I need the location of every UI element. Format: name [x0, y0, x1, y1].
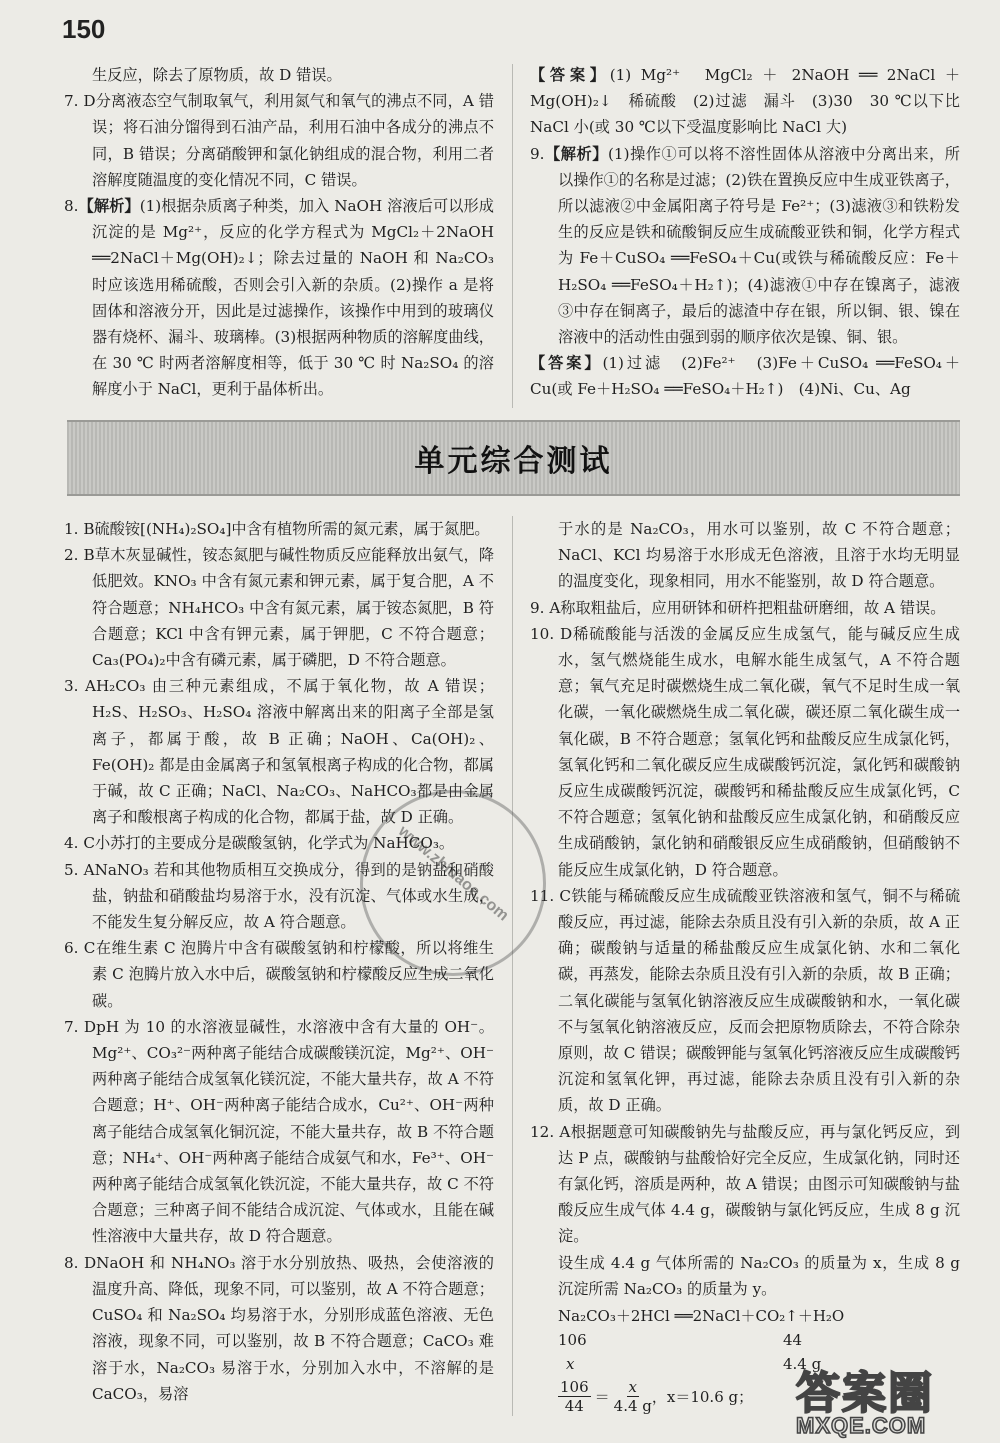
corner-logo: [796, 1357, 986, 1438]
answer-item: [530, 1119, 960, 1250]
item-number: 10. D: [530, 624, 573, 643]
column-divider: [512, 516, 513, 1416]
unknown-left: x: [566, 1355, 575, 1374]
item-number: 8.: [64, 197, 79, 216]
fraction-left: [558, 1378, 591, 1415]
answer-item: [530, 883, 960, 1119]
answer-item: [64, 1250, 494, 1407]
item-text: 小苏打的主要成分是碳酸氢钠，化学式为 NaHCO₃。: [94, 834, 455, 853]
item-number: 9. A: [530, 598, 561, 617]
fraction-numerator: 106: [560, 1378, 589, 1397]
item-text: H₂CO₃ 由三种元素组成，不属于氧化物，故 A 错误；H₂S、H₂SO₃、H₂SO₄ 溶液中解离出来的阳离子全部是氢离子，都属于酸，故 B 正确；NaOH、Ca(OH)₂、Fe(OH)₂ 都是由金属离子和氢氧根离子构成的化合物，都属于碱，故 C 正确；NaCl、Na₂CO₃、NaHCO₃都是由金属离子和酸根离子构成的化合物，都属于盐，故 D 正确。: [92, 677, 494, 827]
logo-url: MXQE.COM: [796, 1413, 927, 1438]
fraction-result: ，x＝10.6 g；: [651, 1387, 754, 1406]
item-text: 硫酸铵[(NH₄)₂SO₄]中含有植物所需的氮元素，属于氮肥。: [94, 520, 490, 538]
answer-item: [64, 516, 494, 542]
item-text: 在维生素 C 泡腾片中含有碳酸氢钠和柠檬酸，所以将维生素 C 泡腾片放入水中后，碳酸氢钠和柠檬酸反应生成二氧化碳。: [92, 939, 494, 1010]
item-text: 铁能与稀硫酸反应生成硫酸亚铁溶液和氢气，铜不与稀硫酸反应，再过滤，能除去杂质且没有引入新的杂质，故 A 正确；碳酸钠与适量的稀盐酸反应生成氯化钠、水和二氧化碳，再蒸发，能除去杂质且没有引入新的杂质，故 B 正确；二氧化碳能与氢氧化钠溶液反应生成碳酸钠和水，一氧化碳不与氢氧化钠溶液反应，反而会把原物质除去，不符合除杂原则，故 C 错误；碳酸钾能与氢氧化钙溶液反应生成碳酸钙沉淀和氢氧化钾，再过滤，能除去杂质且没有引入新的杂质，故 D 正确。: [558, 886, 961, 1115]
solution-setup: 设生成 4.4 g 气体所需的 Na₂CO₃ 的质量为 x，生成 8 g 沉淀所需 Na₂CO₃ 的质量为 y。: [558, 1253, 960, 1298]
column-divider: [512, 64, 513, 408]
item-number: 11. C: [530, 886, 571, 905]
item-number: 3. A: [64, 677, 96, 696]
answer-block-9: [530, 350, 960, 402]
item-text: NaNO₃ 若和其他物质相互交换成分，得到的是钠盐和硝酸盐，钠盐和硝酸盐均易溶于水，没有沉淀、气体或水生成，不能发生复分解反应，故 A 符合题意。: [92, 860, 494, 932]
logo-mark: 答案圈: [796, 1368, 934, 1419]
watermark-text: www.zhidaoe.com: [394, 822, 512, 925]
fraction-numerator: x: [628, 1378, 637, 1397]
item-number: 6. C: [64, 939, 96, 958]
item-text: 分离液态空气制取氧气，利用氮气和氧气的沸点不同，A 错误；将石油分馏得到石油产品，利用石油中各成分的沸点不同，B 错误；分离硝酸钾和氯化钠组成的混合物，利用二者溶解度随温度的变化情况不同，C 错误。: [92, 92, 494, 189]
answer-text: (1)过滤 (2)Fe²⁺ (3)Fe＋CuSO₄ ══FeSO₄＋Cu(或 Fe＋H₂SO₄ ══FeSO₄＋H₂↑) (4)Ni、Cu、Ag: [530, 354, 961, 399]
equation-row-masses: [558, 1328, 960, 1352]
answer-tag: 【答案】: [530, 66, 610, 84]
top-right-column: [530, 62, 960, 403]
chemical-equation: Na₂CO₃＋2HCl ══2NaCl＋CO₂↑＋H₂O: [558, 1307, 845, 1326]
item-number: 7. D: [64, 92, 96, 111]
item-number: 5. A: [64, 860, 95, 879]
fraction-right: [614, 1378, 652, 1415]
section-title: 单元综合测试: [414, 444, 613, 479]
analysis-tag: 【解析】: [544, 144, 608, 163]
item-text: (1)根据杂质离子种类，加入 NaOH 溶液后可以形成沉淀的是 Mg²⁺，反应的化学方程式为 MgCl₂＋2NaOH ══2NaCl＋Mg(OH)₂↓；除去过量的 NaOH 和 Na₂CO₃ 时应该选用稀硫酸，否则会引入新的杂质。(2)操作 a 是将固体和溶液分开，因此是过滤操作，该操作中用到的玻璃仪器有烧杯、漏斗、玻璃棒。(3)根据两种物质的溶解度曲线，在 30 ℃ 时两者溶解度相等，低于 30 ℃ 时 Na₂SO₄ 的溶解度小于 NaCl，更利于晶体析出。: [92, 197, 494, 399]
item-number: 9.: [530, 144, 545, 163]
item-number: 1. B: [64, 520, 95, 538]
item-text: pH 为 10 的水溶液显碱性，水溶液中含有大量的 OH⁻。Mg²⁺、CO₃²⁻两种离子能结合成碳酸镁沉淀，Mg²⁺、OH⁻两种离子能结合成氢氧化镁沉淀，不能大量共存，故 A 不符合题意；H⁺、OH⁻两种离子能结合成水，Cu²⁺、OH⁻两种离子能结合成氢氧化铜沉淀，不能大量共存，故 B 不符合题意；NH₄⁺、OH⁻两种离子能结合成氨气和水，Fe³⁺、OH⁻两种离子能结合成氢氧化铁沉淀，不能大量共存，故 C 不符合题意；三种离子间不能结合成沉淀、气体或水，且能在碱性溶液中大量共存，故 D 符合题意。: [92, 1017, 494, 1246]
continued-text: 于水的是 Na₂CO₃，用水可以鉴别，故 C 不符合题意；NaCl、KCl 均易溶于水形成无色溶液，且溶于水均无明显的温度变化，现象相同，用水不能鉴别，故 D 符合题意。: [558, 520, 960, 591]
answer-item-7: [64, 88, 494, 193]
analysis-tag: 【解析】: [78, 197, 140, 216]
item-number: 8. D: [64, 1253, 97, 1272]
proportion-equation: $\frac{106}{44}$ ＝ $\frac{x}{4.4 g}$ ，x＝10.6 g；: [560, 1378, 754, 1416]
answer-text: (1) Mg²⁺ MgCl₂ ＋ 2NaOH ══ 2NaCl ＋ Mg(OH)₂↓ 稀硫酸 (2)过滤 漏斗 (3)30 30 ℃以下比 NaCl 小(或 30 ℃以下受温度影响比 NaCl 大): [530, 66, 961, 137]
continued-line: 生反应，除去了原物质，故 D 错误。: [92, 66, 342, 84]
watermark-stamp: [360, 790, 546, 976]
item-number: 2. B: [64, 546, 95, 565]
item-text: 草木灰显碱性，铵态氮肥与碱性物质反应能释放出氨气，降低肥效。KNO₃ 中含有氮元素和钾元素，属于复合肥，A 不符合题意；NH₄HCO₃ 中含有氮元素，属于铵态氮肥，B 符合题意；KCl 中含有钾元素，属于钾肥，C 不符合题意；Ca₃(PO₄)₂中含有磷元素，属于磷肥，D 不符合题意。: [92, 546, 494, 670]
fraction-denominator: 4.4 g: [613, 1397, 652, 1416]
section-banner: [67, 420, 960, 496]
item-number: 7. D: [64, 1017, 97, 1036]
mass-left: 106: [558, 1331, 587, 1350]
item-text: 稀硫酸能与活泼的金属反应生成氢气，能与碱反应生成水，氢气燃烧能生成水，电解水能生成氢气，A 不符合题意；氧气充足时碳燃烧生成二氧化碳，氧气不足时生成一氧化碳，一氧化碳燃烧生成二氧化碳，碳还原二氧化碳生成一氧化碳，B 不符合题意；氢氧化钙和盐酸反应生成氯化钙，氢氧化钙和二氧化碳反应生成碳酸钙沉淀，氯化钙和碳酸钠反应生成碳酸钙沉淀，碳酸钙和稀盐酸反应生成氯化钙，C 不符合题意；氢氧化钠和盐酸反应生成氯化钠，和硝酸反应生成硝酸钠，氯化钠和硝酸银反应生成硝酸钠，但硝酸钠不能反应生成氯化钠，D 符合题意。: [558, 624, 960, 879]
answer-item-9: [530, 141, 960, 351]
item-number: 4. C: [64, 834, 95, 853]
answer-tag: 【答案】: [530, 354, 603, 373]
item-text: 根据题意可知碳酸钠先与盐酸反应，再与氯化钙反应，到达 P 点，碳酸钠与盐酸恰好完全反应，生成氯化钠，同时还有氯化钙，溶质是两种，故 A 错误；由图示可知碳酸钠与盐酸反应生成气体 4.4 g，碳酸钠与氯化钙反应，生成 8 g 沉淀。: [558, 1122, 961, 1246]
answer-item: [530, 621, 960, 883]
item-text: 称取粗盐后，应用研钵和研杵把粗盐研磨细，故 A 错误。: [560, 598, 946, 617]
answer-item: [530, 595, 960, 621]
mass-right: 44: [783, 1331, 803, 1350]
unknown-right: 4.4 g: [783, 1355, 822, 1374]
answer-block-8: [530, 62, 960, 141]
item-number: 12. A: [530, 1122, 571, 1141]
top-left-column: [64, 62, 494, 403]
answer-item: [64, 1014, 494, 1250]
fraction-denominator: 44: [564, 1397, 584, 1416]
item-text: NaOH 和 NH₄NO₃ 溶于水分别放热、吸热，会使溶液的温度升高、降低，现象不同，可以鉴别，故 A 不符合题意；CuSO₄ 和 Na₂SO₄ 均易溶于水，分别形成蓝色溶液、无色溶液，现象不同，可以鉴别，故 B 不符合题意；CaCO₃ 难溶于水，Na₂CO₃ 易溶于水，分别加入水中，不溶解的是 CaCO₃，易溶: [92, 1253, 494, 1403]
answer-item: [64, 542, 494, 673]
page-number: 150: [62, 14, 106, 44]
item-text: (1)操作①可以将不溶性固体从溶液中分离出来，所以操作①的名称是过滤；(2)铁在置换反应中生成亚铁离子，所以滤液②中金属阳离子符号是 Fe²⁺；(3)滤液③和铁粉发生的反应是铁和硫酸铜反应生成硫酸亚铁和铜，化学方程式为 Fe＋CuSO₄ ══FeSO₄＋Cu(或铁与稀硫酸反应：Fe＋H₂SO₄ ══FeSO₄＋H₂↑)；(4)滤液①中存在镍离子，滤液③中存在铜离子，最后的滤渣中存在银，所以铜、银、镍在溶液中的活动性由强到弱的顺序依次是镍、铜、银。: [558, 144, 960, 347]
bottom-right-column: [530, 516, 960, 1415]
answer-item-8: [64, 193, 494, 403]
